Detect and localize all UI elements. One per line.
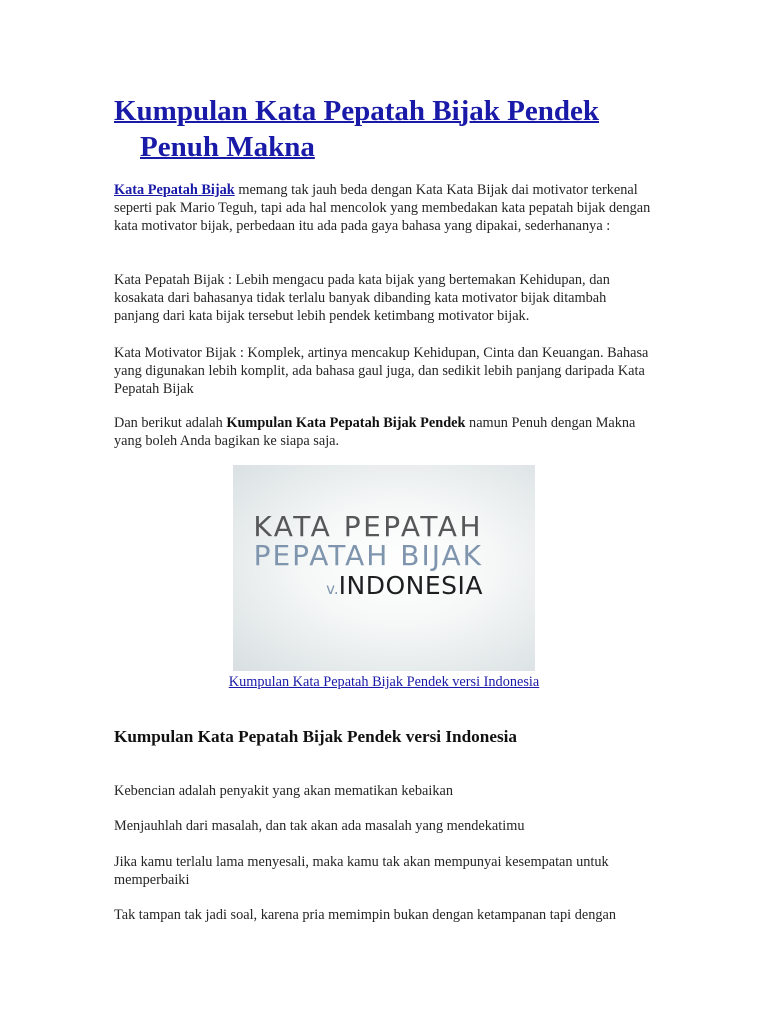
image-text-line1: KATA PEPATAH: [253, 510, 483, 543]
image-caption: [114, 673, 654, 691]
intro-paragraph: [114, 181, 654, 236]
lead-in-paragraph: [114, 414, 654, 450]
lead-in-before: Dan berikut adalah: [114, 415, 227, 431]
image-text-line2: PEPATAH BIJAK: [253, 539, 483, 572]
quote-item: Jika kamu terlalu lama menyesali, maka kamu tak akan mempunyai kesempatan untuk memperbaiki: [114, 854, 609, 889]
article-title: [114, 93, 680, 165]
quote-item: Kebencian adalah penyakit yang akan mematikan kebaikan: [114, 783, 454, 799]
definition-pepatah-paragraph: Kata Pepatah Bijak : Lebih mengacu pada kata bijak yang bertemakan Kehidupan, dan kosakata dari bahasanya tidak terlalu banyak dibanding kata motivator bijak ditambah panjang dari kata bijak tersebut lebih pendek ketimbang motivator bijak.: [114, 272, 610, 325]
article-image: [233, 465, 535, 671]
quote-item: Tak tampan tak jadi soal, karena pria memimpin bukan dengan ketampanan tapi dengan: [114, 907, 616, 923]
intro-text: memang tak jauh beda dengan Kata Kata Bijak dai motivator terkenal seperti pak Mario Teguh, tapi ada hal mencolok yang membedakan kata pepatah bijak dengan kata motivator bijak, perbedaan itu ada pada gaya bahasa yang dipakai, sederhananya :: [114, 182, 651, 235]
image-caption-link[interactable]: Kumpulan Kata Pepatah Bijak Pendek versi Indonesia: [228, 674, 540, 690]
lead-in-after: namun Penuh dengan Makna yang boleh Anda bagikan ke siapa saja.: [114, 415, 636, 450]
kata-pepatah-bijak-link[interactable]: Kata Pepatah Bijak: [114, 182, 235, 198]
quote-item: Menjauhlah dari masalah, dan tak akan ada masalah yang mendekatimu: [114, 818, 525, 834]
image-text-prefix: v.: [326, 580, 339, 598]
section-heading: Kumpulan Kata Pepatah Bijak Pendek versi Indonesia: [114, 727, 518, 746]
article-title-link[interactable]: Kumpulan Kata Pepatah Bijak Pendek Penuh Makna: [114, 95, 600, 163]
image-text-indonesia: INDONESIA: [338, 571, 483, 600]
lead-in-bold: Kumpulan Kata Pepatah Bijak Pendek: [226, 415, 466, 431]
image-text-line3: [326, 572, 483, 603]
definition-motivator-paragraph: Kata Motivator Bijak : Komplek, artinya mencakup Kehidupan, Cinta dan Keuangan. Bahasa yang digunakan lebih komplit, ada bahasa gaul juga, dan sedikit lebih panjang daripada Kata Pepatah Bijak: [114, 345, 649, 398]
